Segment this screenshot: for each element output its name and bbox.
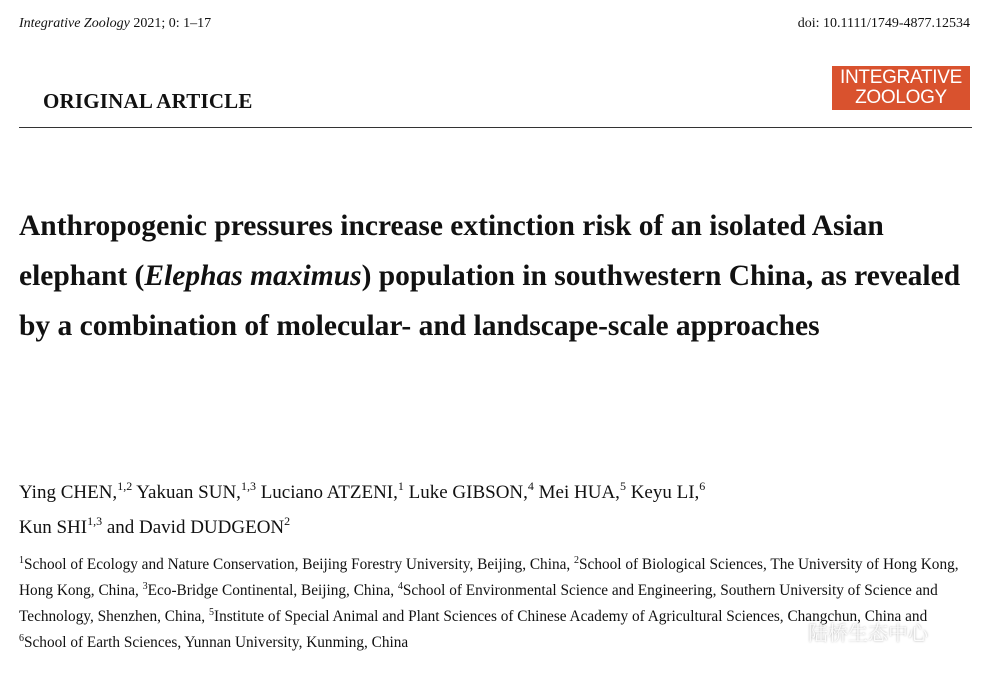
author: Keyu LI,$^6$ xyxy=(630,479,706,503)
author: Luke GIBSON,$^4$ xyxy=(408,479,534,503)
article-title xyxy=(19,201,969,351)
affiliation: $^4$School of Environmental Science and Engineering, Southern University of Science and Technology, Shenzhen, China, xyxy=(19,581,938,625)
author: Mei HUA,$^5$ xyxy=(538,479,626,503)
journal-meta: 2021; 0: 1–17 xyxy=(129,16,212,31)
affiliation: $^5$Institute of Special Animal and Plant Sciences of Chinese Academy of Agricultural Sciences, Changchun, China and xyxy=(208,607,928,625)
affiliation: $^6$School of Earth Sciences, Yunnan University, Kunming, China xyxy=(19,633,409,651)
affiliation: $^2$School of Biological Sciences, The University of Hong Kong, Hong Kong, China, xyxy=(19,555,959,599)
chat-bubble-icon xyxy=(778,625,804,645)
author: and David DUDGEON$^2$ xyxy=(106,514,291,538)
author: Luciano ATZENI,$^1$ xyxy=(260,479,404,503)
title-part-2: ) population in southwestern China, as revealed by a combination of molecular- and landscape-scale approaches xyxy=(19,260,961,342)
header-divider xyxy=(19,127,972,128)
title-part-1: Anthropogenic pressures increase extinction risk of an isolated Asian elephant ( xyxy=(19,210,884,292)
section-label: ORIGINAL ARTICLE xyxy=(43,89,253,113)
author: Yakuan SUN,$^{1,3}$ xyxy=(136,479,256,503)
journal-logo xyxy=(832,66,970,110)
journal-citation xyxy=(19,16,211,32)
affiliation: $^3$Eco-Bridge Continental, Beijing, China, xyxy=(142,581,398,599)
doi[interactable]: doi: 10.1111/1749-4877.12534 xyxy=(797,16,970,31)
title-species: Elephas maximus xyxy=(144,260,362,292)
journal-name: Integrative Zoology xyxy=(19,16,130,31)
logo-line-1: INTEGRATIVE xyxy=(840,67,962,88)
watermark xyxy=(778,617,928,646)
logo-line-2: ZOOLOGY xyxy=(855,87,947,108)
affiliation: $^1$School of Ecology and Nature Conservation, Beijing Forestry University, Beijing, China, xyxy=(19,555,575,573)
author: Ying CHEN,$^{1,2}$ xyxy=(19,479,133,503)
author-list xyxy=(19,475,969,545)
watermark-text: 陆桥生态中心 xyxy=(808,621,928,645)
author: Kun SHI$^{1,3}$ xyxy=(19,514,103,538)
